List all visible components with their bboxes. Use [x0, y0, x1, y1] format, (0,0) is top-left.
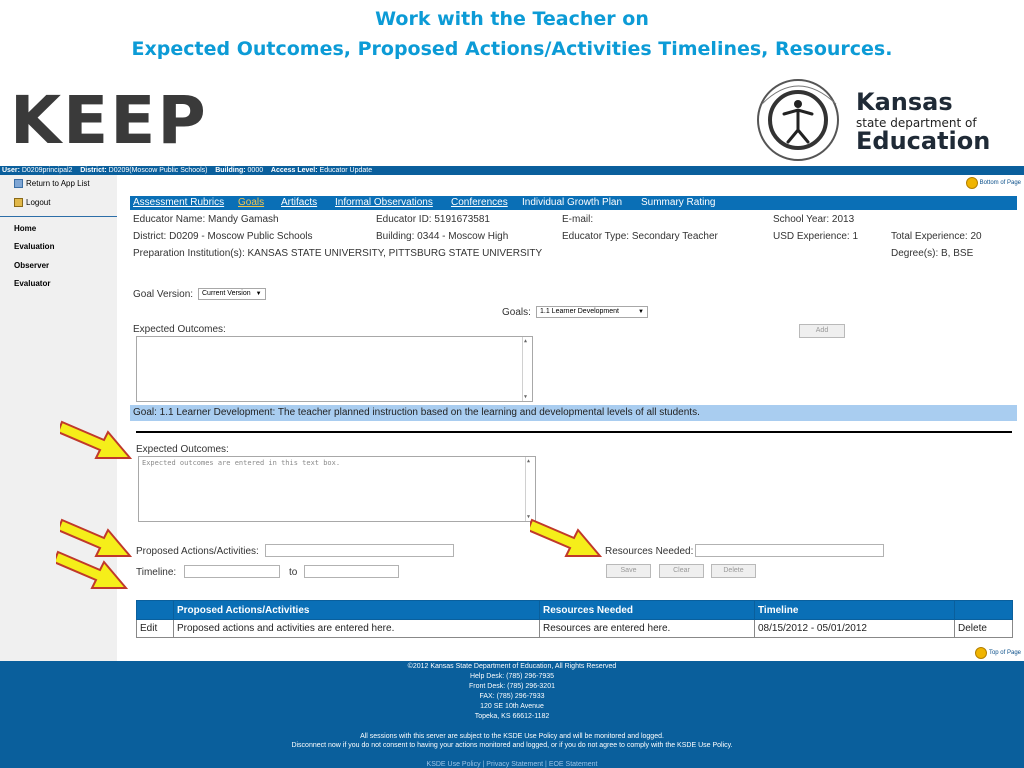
- educator-building: Building: 0344 - Moscow High: [376, 231, 509, 242]
- tab-summary-rating[interactable]: Summary Rating: [641, 197, 716, 208]
- timeline-label: Timeline:: [136, 567, 177, 578]
- degrees: Degree(s): B, BSE: [891, 248, 974, 259]
- arrow-down-icon: [966, 177, 978, 189]
- tab-individual-growth-plan[interactable]: Individual Growth Plan: [522, 197, 623, 208]
- usd-experience: USD Experience: 1: [773, 231, 859, 242]
- bottom-of-page-label: Bottom of Page: [979, 180, 1021, 186]
- goal-version-select[interactable]: [198, 288, 266, 300]
- expected-outcomes-textarea[interactable]: [136, 336, 533, 402]
- chevron-down-icon: ▼: [255, 291, 262, 297]
- chevron-down-icon: ▼: [638, 309, 644, 315]
- proposed-actions-label: Proposed Actions/Activities:: [136, 546, 259, 557]
- educator-type: Educator Type: Secondary Teacher: [562, 231, 718, 242]
- goals-label: Goals:: [502, 307, 531, 318]
- educator-id: Educator ID: 5191673581: [376, 214, 490, 225]
- table-row: [137, 620, 1013, 638]
- district-label: District:: [80, 167, 107, 174]
- table-header-resources: Resources Needed: [540, 601, 755, 620]
- resources-needed-input[interactable]: [695, 544, 884, 557]
- district-value: D0209(Moscow Public Schools): [108, 167, 208, 174]
- section-divider: [136, 431, 1012, 433]
- tab-conferences[interactable]: Conferences: [451, 197, 508, 208]
- edit-expected-outcomes-label: Expected Outcomes:: [136, 444, 229, 455]
- tab-assessment-rubrics[interactable]: Assessment Rubrics: [133, 197, 225, 208]
- access-level-label: Access Level:: [270, 167, 318, 174]
- user-label: User:: [2, 167, 20, 174]
- slide-title-line1: Work with the Teacher on: [375, 8, 649, 30]
- arrow-up-icon: [975, 647, 987, 659]
- ksde-logo-line3: Education: [856, 127, 991, 155]
- actions-table: [136, 600, 1013, 638]
- logout-link[interactable]: [14, 198, 50, 207]
- textarea-scrollbar[interactable]: [522, 337, 532, 401]
- timeline-to-label: to: [289, 567, 298, 578]
- building-label: Building:: [215, 167, 246, 174]
- building-value: 0000: [247, 167, 264, 174]
- goals-select-value: 1.1 Learner Development: [540, 308, 619, 315]
- footer-notice-1: All sessions with this server are subject to the KSDE Use Policy and will be monitored and logged.: [360, 733, 664, 740]
- table-header-delete: [955, 601, 1013, 620]
- footer-help-desk: Help Desk: (785) 296-7935: [469, 673, 555, 680]
- preparation-institutions: Preparation Institution(s): KANSAS STATE UNIVERSITY, PITTSBURG STATE UNIVERSITY: [133, 248, 543, 259]
- footer-notice-2: Disconnect now if you do not consent to having your actions monitored and logged, or if you do not agree to comply with the KSDE Use Policy.: [291, 742, 733, 749]
- goal-version-value: Current Version: [202, 290, 251, 297]
- tab-informal-observations[interactable]: Informal Observations: [335, 197, 433, 208]
- proposed-actions-input[interactable]: [265, 544, 454, 557]
- callout-arrow-icon: [530, 508, 602, 560]
- edit-expected-outcomes-text: Expected outcomes are entered in this text box.: [142, 459, 341, 467]
- timeline-start-input[interactable]: [184, 565, 280, 578]
- footer-city: Topeka, KS 66612-1182: [474, 713, 550, 720]
- keep-logo: KEEP: [10, 82, 208, 159]
- save-button[interactable]: Save: [606, 564, 651, 578]
- scroll-up-icon: ▲: [527, 458, 531, 464]
- footer-copyright: ©2012 Kansas State Department of Education, All Rights Reserved: [407, 663, 617, 670]
- edit-expected-outcomes-textarea[interactable]: [138, 456, 536, 522]
- logout-icon: [14, 198, 23, 207]
- goals-select[interactable]: [536, 306, 648, 318]
- return-link-label: Return to App List: [26, 179, 90, 188]
- total-experience: Total Experience: 20: [891, 231, 982, 242]
- sidebar-item-observer[interactable]: Observer: [14, 261, 50, 270]
- timeline-end-input[interactable]: [304, 565, 399, 578]
- clear-button[interactable]: Clear: [659, 564, 704, 578]
- expected-outcomes-label: Expected Outcomes:: [133, 324, 226, 335]
- app-topbar: [0, 166, 1024, 175]
- educator-email: E-mail:: [562, 214, 594, 225]
- educator-district: District: D0209 - Moscow Public Schools: [133, 231, 313, 242]
- slide-title-line2: Expected Outcomes, Proposed Actions/Activities Timelines, Resources.: [131, 38, 893, 60]
- table-header-timeline: Timeline: [755, 601, 955, 620]
- footer-front-desk: Front Desk: (785) 296-3201: [469, 683, 555, 690]
- return-to-app-list-link[interactable]: [14, 179, 90, 188]
- table-cell-proposed-actions: Proposed actions and activities are entered here.: [174, 620, 540, 638]
- callout-arrow-icon: [56, 540, 128, 592]
- sidebar-item-home[interactable]: Home: [14, 224, 37, 233]
- scroll-down-icon: ▼: [527, 514, 531, 520]
- callout-arrow-icon: [60, 410, 132, 462]
- sidebar-divider: [0, 216, 117, 217]
- school-year: School Year: 2013: [773, 214, 855, 225]
- table-cell-resources: Resources are entered here.: [540, 620, 755, 638]
- footer-address: 120 SE 10th Avenue: [480, 703, 544, 710]
- goal-banner: Goal: 1.1 Learner Development: The teacher planned instruction based on the learning and developmental levels of all students.: [130, 405, 1017, 421]
- footer-fax: FAX: (785) 296-7933: [479, 693, 545, 700]
- footer: [0, 661, 1024, 768]
- user-value: D0209principal2: [21, 167, 73, 174]
- scroll-down-icon: ▼: [524, 394, 528, 400]
- educator-name: Educator Name: Mandy Gamash: [133, 214, 279, 225]
- sidebar-item-evaluation[interactable]: Evaluation: [14, 242, 55, 251]
- tab-artifacts[interactable]: Artifacts: [281, 197, 318, 208]
- edit-link[interactable]: Edit: [137, 620, 174, 638]
- tab-goals[interactable]: Goals: [238, 197, 265, 208]
- top-of-page-link[interactable]: [975, 647, 1021, 659]
- ksde-logo-line2: state department of: [856, 116, 977, 130]
- return-icon: [14, 179, 23, 188]
- ksde-logo-line1: Kansas: [856, 88, 953, 116]
- sidebar-item-evaluator[interactable]: Evaluator: [14, 279, 51, 288]
- access-level-value: Educator Update: [319, 167, 373, 174]
- tab-bar: [130, 196, 1017, 210]
- resources-needed-label: Resources Needed:: [605, 546, 694, 557]
- bottom-of-page-link[interactable]: [966, 177, 1021, 189]
- table-header-edit: [137, 601, 174, 620]
- delete-link[interactable]: Delete: [955, 620, 1013, 638]
- table-cell-timeline: 08/15/2012 - 05/01/2012: [755, 620, 955, 638]
- add-button[interactable]: Add: [799, 324, 845, 338]
- footer-links[interactable]: KSDE Use Policy | Privacy Statement | EOE Statement: [426, 761, 598, 768]
- logout-link-label: Logout: [26, 198, 51, 207]
- delete-button[interactable]: Delete: [711, 564, 756, 578]
- top-of-page-label: Top of Page: [988, 650, 1021, 656]
- goal-version-label: Goal Version:: [133, 289, 194, 300]
- scroll-up-icon: ▲: [524, 338, 528, 344]
- table-header-proposed-actions: Proposed Actions/Activities: [174, 601, 540, 620]
